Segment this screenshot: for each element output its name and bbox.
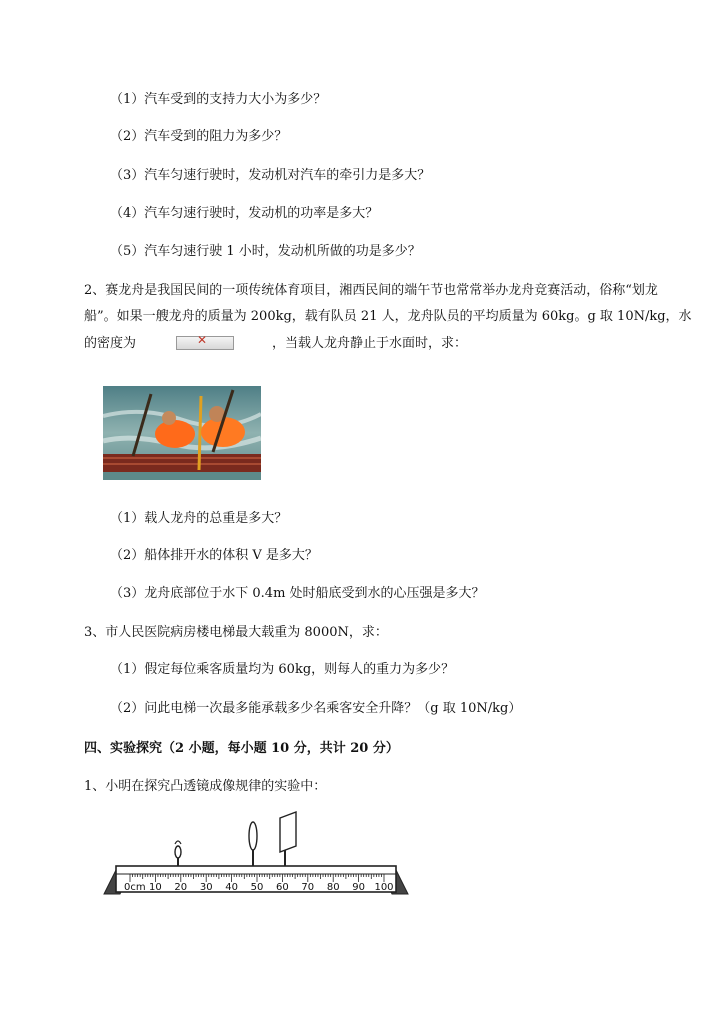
q2-sub-2: （2）船体排开水的体积 V 是多大？ <box>110 548 318 563</box>
optical-bench-diagram <box>100 810 412 900</box>
ruler-tick-label: 80 <box>326 882 340 893</box>
q2-sub-3: （3）龙舟底部位于水下 0.4m 处时船底受到水的心压强是多大？ <box>110 586 485 601</box>
q3-sub-1: （1）假定每位乘客质量均为 60kg，则每人的重力为多少？ <box>110 662 455 677</box>
q2-line-2: 船”。如果一艘龙舟的质量为 200kg，载有队员 21 人，龙舟队员的平均质量为 60kg。g 取 10N/kg，水 <box>84 309 692 324</box>
q2-line-3b: ，当载人龙舟静止于水面时，求： <box>272 336 468 351</box>
ruler-tick-label: 0cm <box>124 882 146 893</box>
q2-sub-1: （1）载人龙舟的总重是多大？ <box>110 511 288 526</box>
dragon-boat-photo <box>103 386 261 480</box>
q1-sub-1: （1）汽车受到的支持力大小为多少？ <box>110 92 327 107</box>
ruler-tick-label: 50 <box>250 882 264 893</box>
ruler-tick-label: 30 <box>199 882 213 893</box>
ruler-tick-label: 20 <box>174 882 188 893</box>
q2-line-1: 2、赛龙舟是我国民间的一项传统体育项目，湘西民间的端午节也常常举办龙舟竞赛活动，俗称“划龙 <box>84 283 658 298</box>
ruler-tick-label: 100 <box>374 882 394 893</box>
section4-q1: 1、小明在探究凸透镜成像规律的实验中： <box>84 779 327 794</box>
q1-sub-2: （2）汽车受到的阻力为多少？ <box>110 129 288 144</box>
q1-sub-3: （3）汽车匀速行驶时，发动机对汽车的牵引力是多大？ <box>110 168 431 183</box>
ruler-tick-label: 70 <box>301 882 315 893</box>
ruler-tick-label: 90 <box>352 882 365 893</box>
q1-sub-5: （5）汽车匀速行驶 1 小时，发动机所做的功是多少？ <box>110 244 421 259</box>
ruler-tick-label: 10 <box>149 882 162 893</box>
section4-title: 四、实验探究（2 小题，每小题 10 分，共计 20 分） <box>84 741 399 756</box>
q3-line-1: 3、市人民医院病房楼电梯最大载重为 8000N，求： <box>84 625 388 640</box>
q3-sub-2: （2）问此电梯一次最多能承载多少名乘客安全升降？（g 取 10N/kg） <box>110 701 522 716</box>
q1-sub-4: （4）汽车匀速行驶时，发动机的功率是多大？ <box>110 206 379 221</box>
water-density-formula-image: ✕ <box>176 336 234 350</box>
q2-line-3a: 的密度为 <box>84 336 137 351</box>
ruler-tick-label: 40 <box>225 882 238 893</box>
ruler-tick-label: 60 <box>276 882 289 893</box>
